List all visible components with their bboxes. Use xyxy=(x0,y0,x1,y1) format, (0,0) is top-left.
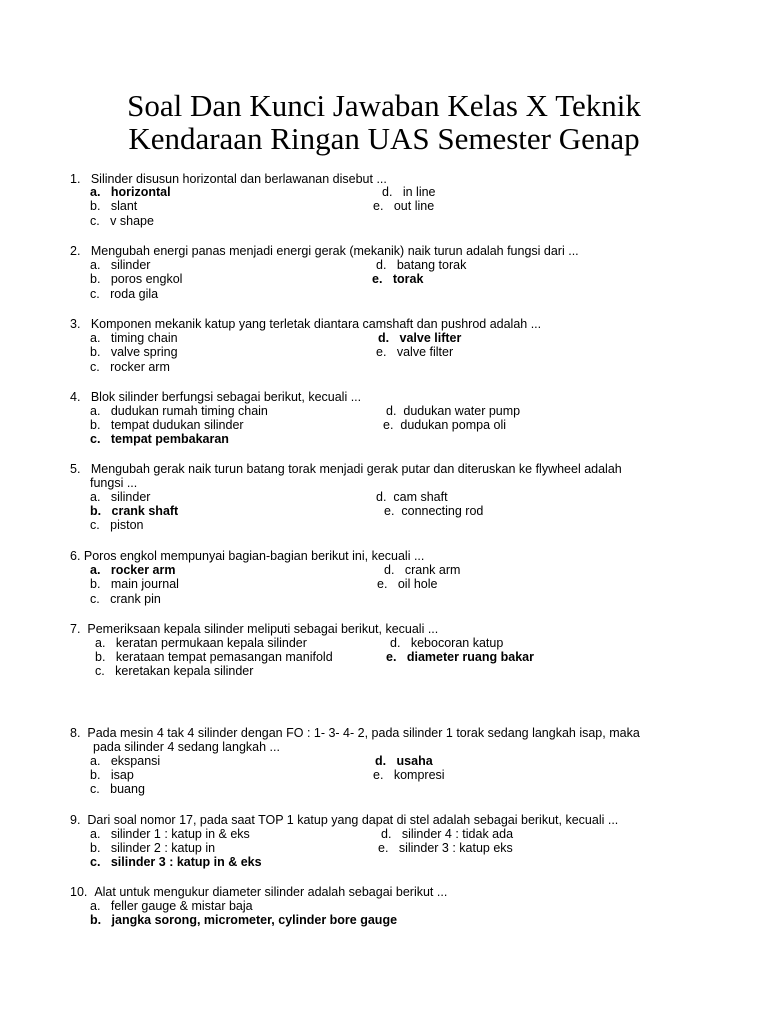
question-9: 9. Dari soal nomor 17, pada saat TOP 1 katup yang dapat di stel adalah sebagai berikut, kecuali ... xyxy=(70,813,619,827)
q6-option-a-answer: a. rocker arm xyxy=(90,563,176,577)
q7-option-a: a. keratan permukaan kepala silinder xyxy=(95,636,307,650)
q6-option-d: d. crank arm xyxy=(384,563,461,577)
q3-option-d-answer: d. valve lifter xyxy=(378,331,462,345)
q4-option-c-answer: c. tempat pembakaran xyxy=(90,432,229,446)
q1-option-a-answer: a. horizontal xyxy=(90,185,171,199)
question-2: 2. Mengubah energi panas menjadi energi gerak (mekanik) naik turun adalah fungsi dari ... xyxy=(70,244,579,258)
q9-option-d: d. silinder 4 : tidak ada xyxy=(381,827,514,841)
question-6: 6. Poros engkol mempunyai bagian-bagian berikut ini, kecuali ... xyxy=(70,549,425,563)
q5-option-e: e. connecting rod xyxy=(384,504,484,518)
q6-option-e: e. oil hole xyxy=(377,577,438,591)
q1-option-c: c. v shape xyxy=(90,214,154,228)
q10-option-b-answer: b. jangka sorong, micrometer, cylinder bore gauge xyxy=(90,913,398,927)
q9-option-e: e. silinder 3 : katup eks xyxy=(378,841,513,855)
q8-option-d-answer: d. usaha xyxy=(375,754,433,768)
q5-option-c: c. piston xyxy=(90,518,144,532)
q9-option-a: a. silinder 1 : katup in & eks xyxy=(90,827,250,841)
q1-option-d: d. in line xyxy=(382,185,436,199)
q8-option-b: b. isap xyxy=(90,768,134,782)
q4-option-b: b. tempat dudukan silinder xyxy=(90,418,244,432)
q9-option-b: b. silinder 2 : katup in xyxy=(90,841,216,855)
q5-option-d: d. cam shaft xyxy=(376,490,448,504)
q8-option-c: c. buang xyxy=(90,782,145,796)
q5-option-a: a. silinder xyxy=(90,490,151,504)
q2-option-e-answer: e. torak xyxy=(372,272,424,286)
q4-option-d: d. dudukan water pump xyxy=(386,404,521,418)
q6-option-b: b. main journal xyxy=(90,577,179,591)
q1-option-b: b. slant xyxy=(90,199,138,213)
q8-option-a: a. ekspansi xyxy=(90,754,161,768)
q10-option-a: a. feller gauge & mistar baja xyxy=(90,899,253,913)
q5-option-b-answer: b. crank shaft xyxy=(90,504,179,518)
page-title-line-2: Kendaraan Ringan UAS Semester Genap xyxy=(128,121,640,156)
q7-option-d: d. kebocoran katup xyxy=(390,636,504,650)
q3-option-c: c. rocker arm xyxy=(90,360,170,374)
question-8: 8. Pada mesin 4 tak 4 silinder dengan FO : 1- 3- 4- 2, pada silinder 1 torak sedang langkah isap, maka xyxy=(70,726,640,740)
q4-option-a: a. dudukan rumah timing chain xyxy=(90,404,268,418)
question-5-cont: fungsi ... xyxy=(90,476,138,490)
q6-option-c: c. crank pin xyxy=(90,592,161,606)
question-5: 5. Mengubah gerak naik turun batang torak menjadi gerak putar dan diteruskan ke flywheel adalah xyxy=(70,462,622,476)
question-1: 1. Silinder disusun horizontal dan berlawanan disebut ... xyxy=(70,172,387,186)
question-4: 4. Blok silinder berfungsi sebagai berikut, kecuali ... xyxy=(70,390,362,404)
q3-option-e: e. valve filter xyxy=(376,345,454,359)
q3-option-b: b. valve spring xyxy=(90,345,178,359)
q3-option-a: a. timing chain xyxy=(90,331,178,345)
q9-option-c-answer: c. silinder 3 : katup in & eks xyxy=(90,855,262,869)
q4-option-e: e. dudukan pompa oli xyxy=(383,418,507,432)
question-7: 7. Pemeriksaan kepala silinder meliputi sebagai berikut, kecuali ... xyxy=(70,622,439,636)
q2-option-c: c. roda gila xyxy=(90,287,159,301)
q7-option-e-answer: e. diameter ruang bakar xyxy=(386,650,534,664)
page-title-line-1: Soal Dan Kunci Jawaban Kelas X Teknik xyxy=(127,88,641,123)
q7-option-b: b. kerataan tempat pemasangan manifold xyxy=(95,650,333,664)
q8-option-e: e. kompresi xyxy=(373,768,445,782)
question-10: 10. Alat untuk mengukur diameter silinder adalah sebagai berikut ... xyxy=(70,885,448,899)
q2-option-b: b. poros engkol xyxy=(90,272,183,286)
question-8-cont: pada silinder 4 sedang langkah ... xyxy=(93,740,280,754)
q2-option-a: a. silinder xyxy=(90,258,151,272)
q7-option-c: c. keretakan kepala silinder xyxy=(95,664,254,678)
q2-option-d: d. batang torak xyxy=(376,258,467,272)
q1-option-e: e. out line xyxy=(373,199,435,213)
question-3: 3. Komponen mekanik katup yang terletak diantara camshaft dan pushrod adalah ... xyxy=(70,317,542,331)
